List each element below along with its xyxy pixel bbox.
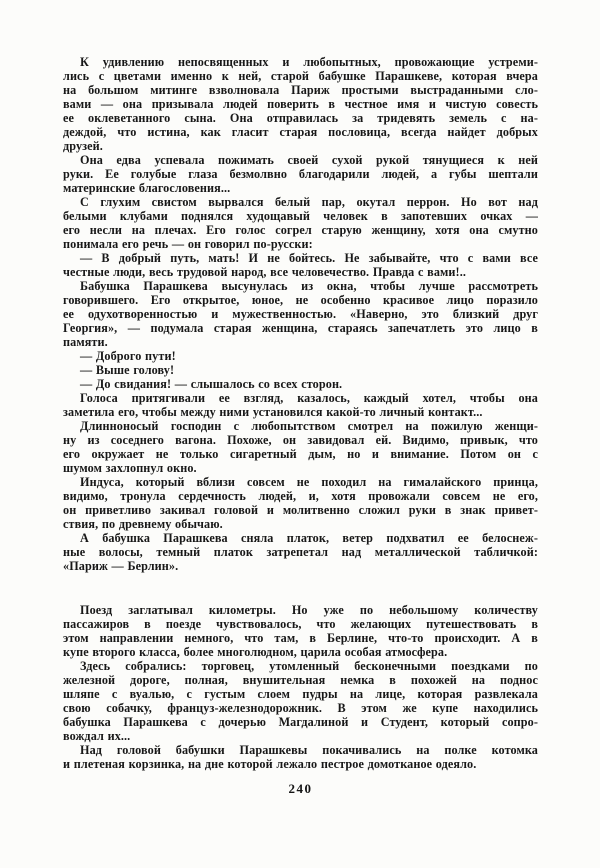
text-line: Здесь собрались: торговец, утомленный бесконечными поездками по — [80, 659, 538, 673]
text-line: Она едва успевала пожимать своей сухой рукой тянущиеся к ней — [80, 153, 538, 167]
text-line: А бабушка Парашкева сняла платок, ветер подхватил ее белоснеж- — [80, 531, 538, 545]
text-line: говорившего. Его открытое, юное, не особенно красивое лицо поразило — [63, 293, 538, 307]
text-line: ее одухотворенностью и мужественностью. «Наверно, это близкий друг — [63, 307, 538, 321]
text-line: железной дороге, полная, внушительная немка в похожей на поднос — [63, 673, 538, 687]
paragraph — [63, 279, 538, 349]
text-line: Голоса притягивали ее взгляд, казалось, каждый хотел, чтобы она — [80, 391, 538, 405]
text-line: «Париж — Берлин». — [63, 559, 179, 573]
text-line: ну из соседнего вагона. Похоже, он завидовал ей. Видимо, привык, что — [63, 433, 538, 447]
text-line: руки. Ее голубые глаза безмолвно благодарили людей, а губы шептали — [63, 167, 538, 181]
text-line: Поезд заглатывал километры. Но уже по небольшому количеству — [80, 603, 538, 617]
text-line: на большом митинге взволновала Париж простыми выстраданными сло- — [63, 83, 538, 97]
text-line: его несли на плечах. Его голос согрел старую женщину, хотя она смутно — [63, 223, 538, 237]
paragraph — [63, 363, 538, 377]
text-line: шумом захлопнул окно. — [63, 461, 197, 475]
text-line: деждой, что истина, как гласит старая пословица, всегда найдет добрых — [63, 125, 538, 139]
paragraph — [63, 349, 538, 363]
paragraph — [63, 391, 538, 419]
text-line: честные люди, весь трудовой народ, все человечество. Правда с вами!.. — [63, 265, 466, 279]
text-line: и плетеная корзинка, на дне которой лежало пестрое домотканое одеяло. — [63, 757, 477, 771]
text-line: — Выше голову! — [80, 363, 175, 377]
text-line: он приветливо закивал головой и молитвенно сложил руки в знак привет- — [63, 503, 538, 517]
text-line: друзей. — [63, 139, 103, 153]
text-section-1 — [63, 55, 538, 573]
paragraph — [63, 743, 538, 771]
text-line: купе второго класса, более многолюдном, царила особая атмосфера. — [63, 645, 448, 659]
text-section-2 — [63, 603, 538, 771]
text-line: бабушка Парашкева с дочерью Магдалиной и Студент, который сопро- — [63, 715, 538, 729]
text-line: лись с цветами именно к ней, старой бабушке Парашкеве, которая вчера — [63, 69, 538, 83]
text-line: Индуса, который вблизи совсем не походил на гималайского принца, — [80, 475, 538, 489]
paragraph — [63, 531, 538, 573]
text-line: Длинноносый господин с любопытством смотрел на пожилую женщи- — [80, 419, 538, 433]
paragraph — [63, 55, 538, 153]
paragraph — [63, 377, 538, 391]
text-line: вами — она призывала людей поверить в честное имя и чистую совесть — [63, 97, 538, 111]
text-line: белыми клубами поднялся худощавый человек в запотевших очках — — [63, 209, 538, 223]
paragraph — [63, 475, 538, 531]
paragraph — [63, 195, 538, 251]
paragraph — [63, 251, 538, 279]
paragraph — [63, 419, 538, 475]
paragraph — [63, 153, 538, 195]
text-line: Над головой бабушки Парашкевы покачивались на полке котомка — [80, 743, 538, 757]
paragraph — [63, 659, 538, 743]
text-line: ствия, по древнему обычаю. — [63, 517, 223, 531]
text-line: этом направлении немного, что там, в Берлине, что-то происходит. А в — [63, 631, 538, 645]
text-line: — Доброго пути! — [80, 349, 176, 363]
text-line: свою собачку, француз-железнодорожник. В этом же купе находились — [63, 701, 538, 715]
text-line: видимо, тронула сердечность людей, и, хотя провожали совсем не его, — [63, 489, 538, 503]
text-line: шляпе с вуалью, с густым слоем пудры на лице, которая развлекала — [63, 687, 538, 701]
text-line: С глухим свистом вырвался белый пар, окутал перрон. Но вот над — [80, 195, 538, 209]
page-number: 240 — [288, 781, 313, 796]
text-line: пассажиров в поезде чувствовалось, что желающих путешествовать в — [63, 617, 538, 631]
text-line: — В добрый путь, мать! И не бойтесь. Не забывайте, что с вами все — [80, 251, 538, 265]
text-line: материнские благословения... — [63, 181, 231, 195]
text-line: памяти. — [63, 335, 108, 349]
text-line: К удивлению непосвященных и любопытных, провожающие устреми- — [80, 55, 538, 69]
text-line: вождал их... — [63, 729, 131, 743]
text-line: Бабушка Парашкева высунулась из окна, чтобы лучше рассмотреть — [80, 279, 538, 293]
text-line: Георгия», — подумала старая женщина, стараясь запечатлеть это лицо в — [63, 321, 538, 335]
text-line: ные волосы, темный платок затрепетал над металлической табличкой: — [63, 545, 538, 559]
text-line: ее оклеветанного сына. Она отправилась за тридевять земель с на- — [63, 111, 538, 125]
text-line: заметила его, чтобы между ними установился какой-то личный контакт... — [63, 405, 483, 419]
text-line: его окружает не только сигаретный дым, но и внимание. Потом он с — [63, 447, 538, 461]
paragraph — [63, 603, 538, 659]
text-line: понимала его речь — он говорил по-русски: — [63, 237, 313, 251]
text-line: — До свидания! — слышалось со всех сторон. — [80, 377, 343, 391]
text-block — [63, 55, 538, 771]
